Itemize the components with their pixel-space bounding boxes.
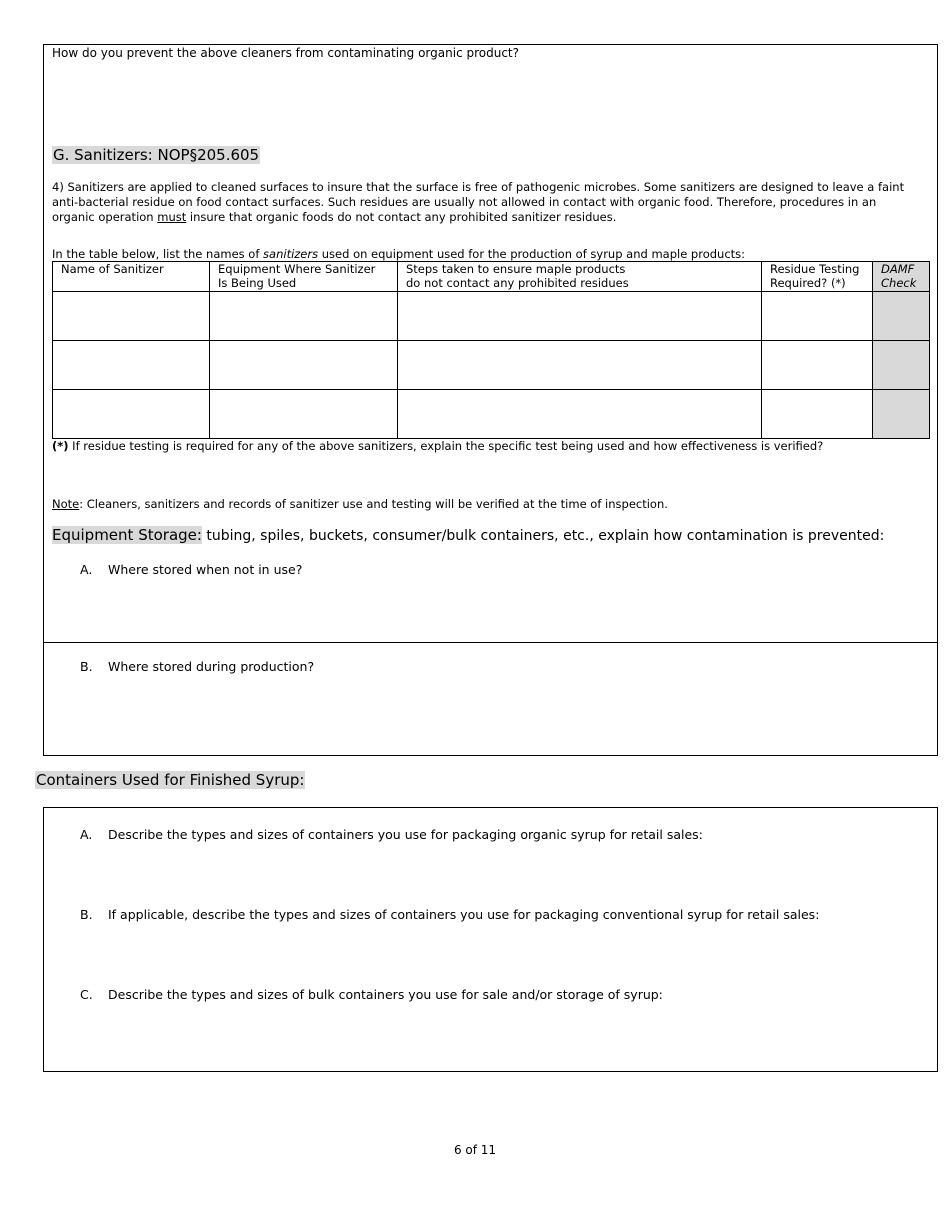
table-cell-damf xyxy=(873,390,930,439)
col-header-steps: Steps taken to ensure maple products do not contact any prohibited residues xyxy=(398,262,762,292)
item-text: Describe the types and sizes of bulk containers you use for sale and/or storage of syrup: xyxy=(108,987,663,1002)
table-row xyxy=(53,390,930,439)
paragraph-must: must xyxy=(157,210,187,224)
table-cell-name[interactable] xyxy=(53,292,210,341)
residue-footnote xyxy=(52,439,823,453)
note-text: : Cleaners, sanitizers and records of sanitizer use and testing will be verified at the time of inspection. xyxy=(79,497,668,511)
containers-item-organic xyxy=(80,827,703,842)
storage-during-production-answer[interactable] xyxy=(80,679,928,749)
item-label: B. xyxy=(80,907,93,922)
table-cell-residue[interactable] xyxy=(762,341,873,390)
containers-heading: Containers Used for Finished Syrup: xyxy=(36,771,305,789)
paragraph-text-pre: 4) Sanitizers are applied to cleaned surfaces to insure that the surface is free of pathogenic microbes. Some sanitizers are designed to leave a faint anti-bacterial residue on food contact surfaces. Such residues are usually not allowed in contact with organic food. Therefore, procedures in an organic operation xyxy=(52,180,905,224)
table-intro xyxy=(52,247,745,261)
item-label: A. xyxy=(80,562,93,577)
footnote-mark: (*) xyxy=(52,439,69,453)
table-row xyxy=(53,341,930,390)
col-header-equipment: Equipment Where Sanitizer Is Being Used xyxy=(210,262,398,292)
table-intro-em: sanitizers xyxy=(263,247,319,261)
storage-item-during-production xyxy=(80,659,314,674)
containers-conventional-answer[interactable] xyxy=(80,927,928,983)
containers-bulk-answer[interactable] xyxy=(80,1007,928,1065)
table-cell-name[interactable] xyxy=(53,341,210,390)
table-cell-equipment[interactable] xyxy=(210,292,398,341)
col-header-residue: Residue Testing Required? (*) xyxy=(762,262,873,292)
table-cell-residue[interactable] xyxy=(762,390,873,439)
containers-item-bulk xyxy=(80,987,663,1002)
item-text: Where stored when not in use? xyxy=(108,562,303,577)
table-intro-post: used on equipment used for the production of syrup and maple products: xyxy=(318,247,746,261)
table-cell-name[interactable] xyxy=(53,390,210,439)
paragraph-text-post: insure that organic foods do not contact any prohibited sanitizer residues. xyxy=(186,210,617,224)
equipment-storage-heading xyxy=(52,526,884,544)
storage-not-in-use-answer[interactable] xyxy=(80,582,928,638)
table-row xyxy=(53,292,930,341)
sanitizers-paragraph xyxy=(52,180,918,225)
footnote-answer-area[interactable] xyxy=(52,456,928,494)
containers-organic-answer[interactable] xyxy=(80,847,928,903)
table-intro-pre: In the table below, list the names of xyxy=(52,247,264,261)
storage-item-not-in-use xyxy=(80,562,302,577)
inspection-note xyxy=(52,497,668,511)
table-cell-equipment[interactable] xyxy=(210,341,398,390)
table-header-row xyxy=(53,262,930,292)
col-header-damf: DAMF Check xyxy=(873,262,930,292)
table-cell-steps[interactable] xyxy=(398,292,762,341)
item-label: C. xyxy=(80,987,93,1002)
equipment-storage-title: Equipment Storage: xyxy=(52,526,202,544)
table-cell-steps[interactable] xyxy=(398,390,762,439)
item-text: Where stored during production? xyxy=(108,659,315,674)
sanitizers-heading: G. Sanitizers: NOP§205.605 xyxy=(53,146,260,164)
item-label: B. xyxy=(80,659,93,674)
item-text: If applicable, describe the types and sizes of containers you use for packaging conventional syrup for retail sales: xyxy=(108,907,820,922)
table-cell-damf xyxy=(873,341,930,390)
table-cell-residue[interactable] xyxy=(762,292,873,341)
item-label: A. xyxy=(80,827,93,842)
sanitizer-table xyxy=(52,261,930,439)
equipment-storage-description: tubing, spiles, buckets, consumer/bulk containers, etc., explain how contamination is prevented: xyxy=(201,528,885,544)
table-cell-steps[interactable] xyxy=(398,341,762,390)
table-cell-damf xyxy=(873,292,930,341)
note-label: Note xyxy=(52,497,80,511)
table-cell-equipment[interactable] xyxy=(210,390,398,439)
page-number: 6 of 11 xyxy=(453,1143,497,1157)
col-header-name: Name of Sanitizer xyxy=(53,262,210,292)
containers-item-conventional xyxy=(80,907,819,922)
item-text: Describe the types and sizes of containers you use for packaging organic syrup for retail sales: xyxy=(108,827,703,842)
prevent-question: How do you prevent the above cleaners from contaminating organic product? xyxy=(52,46,519,60)
prevent-answer-area[interactable] xyxy=(52,64,928,140)
footnote-text: If residue testing is required for any of the above sanitizers, explain the specific test being used and how effectiveness is verified? xyxy=(68,439,824,453)
